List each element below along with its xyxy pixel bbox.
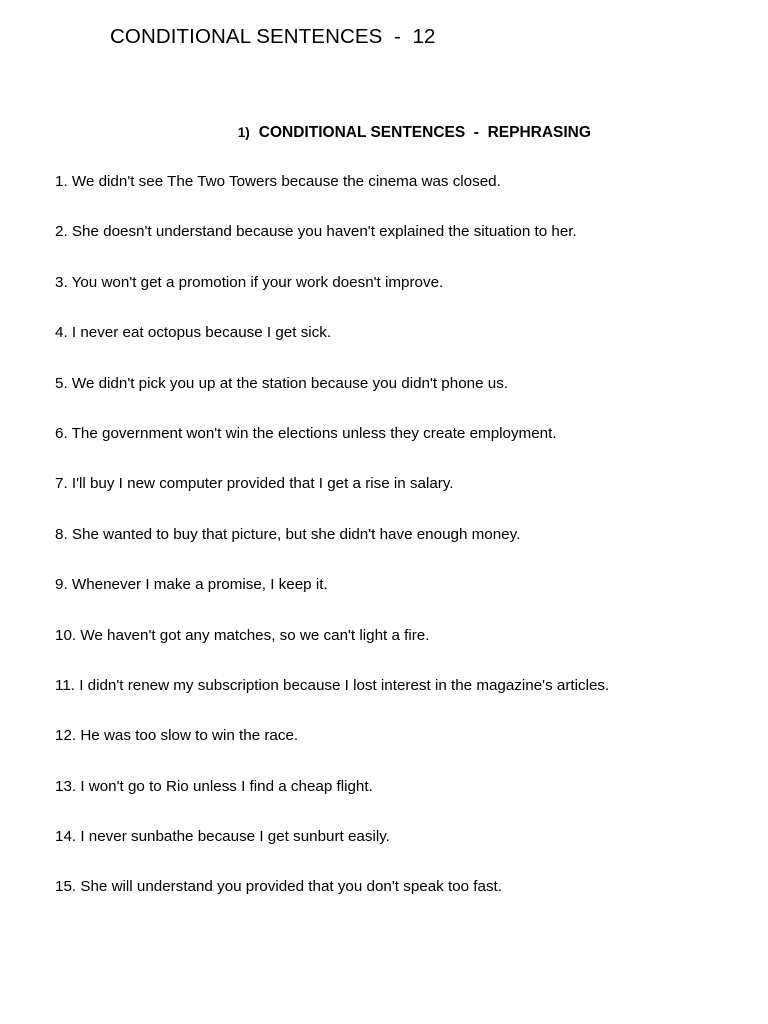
exercise-item: 3. You won't get a promotion if your work doesn't improve. (55, 273, 444, 291)
exercise-item: 15. She will understand you provided that you don't speak too fast. (55, 878, 503, 896)
exercise-item: 6. The government won't win the elections unless they create employment. (55, 424, 557, 442)
exercise-item: 1. We didn't see The Two Towers because the cinema was closed. (55, 173, 501, 190)
exercise-item: 5. We didn't pick you up at the station because you didn't phone us. (55, 374, 509, 392)
exercise-item: 2. She doesn't understand because you haven't explained the situation to her. (55, 223, 577, 241)
exercise-item: 12. He was too slow to win the race. (55, 727, 299, 745)
exercise-item: 10. We haven't got any matches, so we can't light a fire. (55, 626, 430, 644)
exercise-item: 7. I'll buy I new computer provided that I get a rise in salary. (55, 475, 454, 493)
exercise-item: 13. I won't go to Rio unless I find a cheap flight. (55, 777, 373, 795)
exercise-item: 14. I never sunbathe because I get sunburt easily. (55, 828, 390, 846)
exercise-item: 9. Whenever I make a promise, I keep it. (55, 576, 328, 594)
exercise-item: 8. She wanted to buy that picture, but she didn't have enough money. (55, 525, 521, 543)
document-title: CONDITIONAL SENTENCES - 12 (110, 25, 436, 48)
exercise-item: 4. I never eat octopus because I get sick. (55, 324, 332, 342)
exercise-list (55, 173, 609, 929)
exercise-item: 11. I didn't renew my subscription because I lost interest in the magazine's articles. (55, 676, 610, 694)
section-heading (220, 106, 591, 160)
section-heading-text: CONDITIONAL SENTENCES - REPHRASING (258, 124, 591, 141)
section-number: 1) (237, 125, 250, 140)
